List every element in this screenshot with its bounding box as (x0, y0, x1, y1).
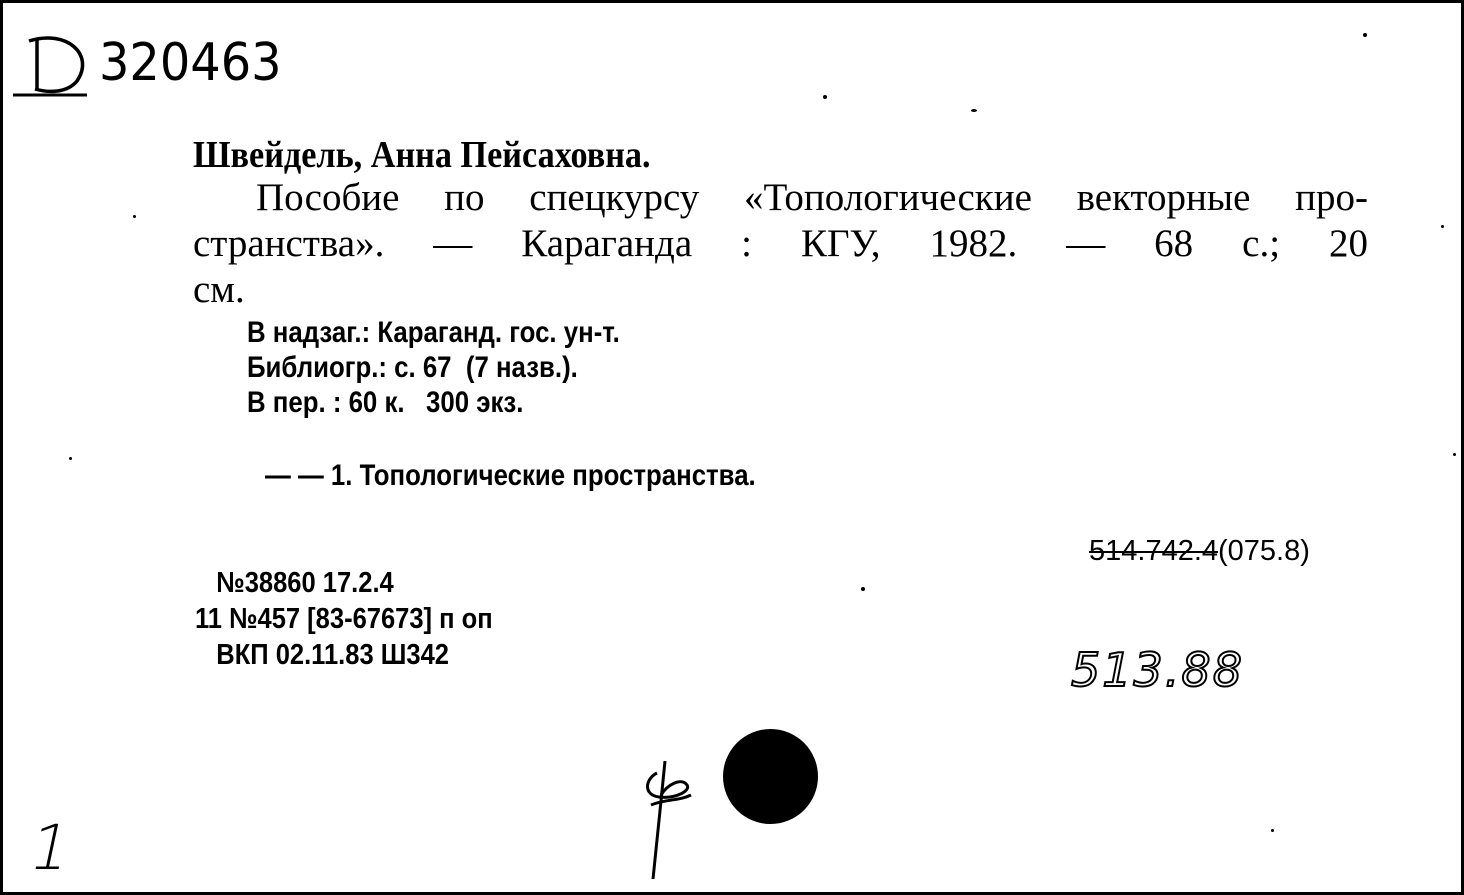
title-line-2: странства». — Караганда : КГУ, 1982. — 68 с.; 20 (193, 222, 1368, 265)
title-line-1: Пособие по спецкурсу «Топологические векторные про- (256, 176, 1368, 219)
scan-speck (69, 457, 72, 460)
classification-suffix: (075.8) (1218, 535, 1310, 567)
handwritten-f-mark-icon (631, 755, 701, 885)
handwritten-classification: 513.88 (1071, 643, 1244, 697)
note-line: В пер. : 60 к. 300 экз. (247, 386, 524, 419)
scan-speck (133, 215, 136, 218)
bibliographic-notes (247, 315, 620, 420)
registration-line: ВКП 02.11.83 Ш342 (195, 639, 449, 671)
scan-speck (1271, 829, 1274, 832)
note-line: Библиогр.: с. 67 (7 назв.). (247, 351, 578, 384)
punch-hole (723, 729, 818, 824)
scan-speck (971, 109, 977, 112)
scan-speck (1363, 33, 1367, 37)
handwritten-d-mark-icon (7, 25, 97, 105)
registration-info (195, 565, 493, 673)
scan-speck (823, 95, 827, 99)
note-line: В надзаг.: Караганд. гос. ун-т. (247, 316, 620, 349)
registration-line: №38860 17.2.4 (195, 567, 394, 599)
title-line-3: см. (193, 268, 245, 311)
scan-speck (1453, 453, 1456, 456)
title-description (193, 175, 1368, 313)
handwritten-count: 1 (23, 811, 79, 884)
author-heading: Швейдель, Анна Пейсаховна. (193, 134, 651, 176)
subject-heading: — — 1. Топологические пространства. (265, 459, 756, 492)
scan-speck (861, 587, 865, 591)
classification-number (1089, 535, 1310, 568)
struck-classification: 514.742.4 (1089, 535, 1219, 567)
registration-line: 11 №457 [83-67673] п оп (195, 603, 493, 635)
handwritten-card-id: 320463 (99, 33, 282, 93)
scan-speck (1441, 225, 1444, 228)
